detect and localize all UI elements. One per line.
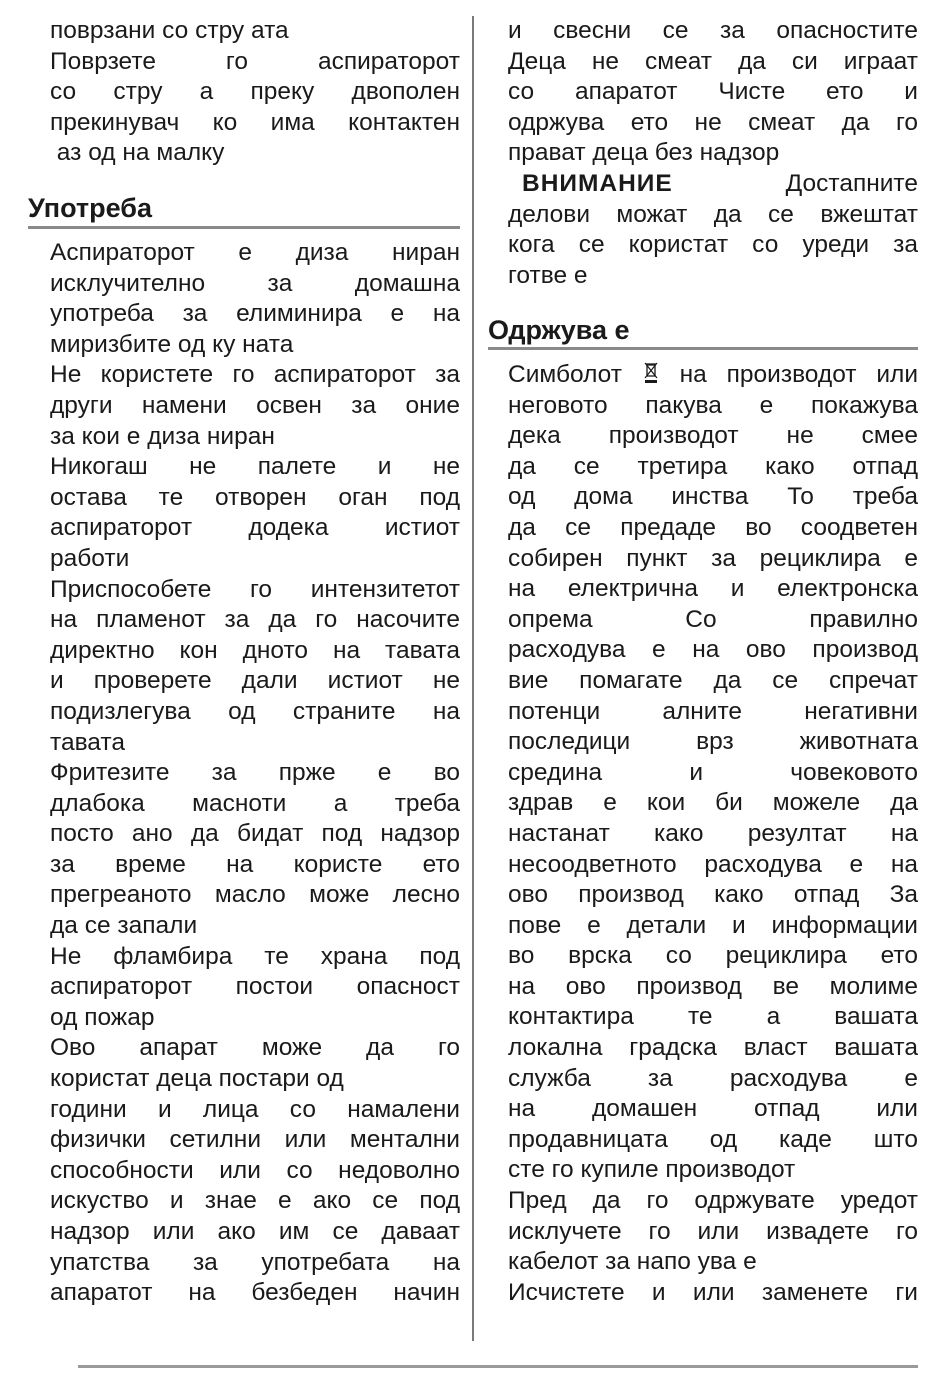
text-line: употреба за елиминира е на <box>50 300 460 328</box>
text-line: кабелот за напо ува е <box>508 1248 757 1276</box>
text-line: Фритезите за прже е во <box>50 759 460 787</box>
text-line: локална градска власт вашата <box>508 1034 918 1062</box>
text-line: способности или со недоволно <box>50 1156 460 1184</box>
text-line: последици врз животната <box>508 728 918 756</box>
text-line: остава те отворен оган под <box>50 483 460 511</box>
text-line: на домашен отпад или <box>508 1095 918 1123</box>
text-line: потенци алните негативни <box>508 697 918 725</box>
section-heading-usage: Употреба <box>28 193 152 223</box>
page-bottom-rule <box>78 1365 918 1368</box>
text-line: Поврзете го аспираторот <box>50 47 460 75</box>
text-line: на електрична и електронска <box>508 575 918 603</box>
crossed-out-wheelie-bin-icon <box>644 360 658 384</box>
warning-line <box>508 169 918 200</box>
text-line: миризбите од ку ната <box>50 330 294 358</box>
text-line: работи <box>50 544 130 572</box>
text-line: аз од на малку <box>50 139 225 167</box>
text-line: Приспособете го интензитетот <box>50 575 460 603</box>
right-top-text <box>508 16 918 291</box>
text-line: прават деца без надзор <box>508 139 780 167</box>
text-line: физички сетилни или ментални <box>50 1126 460 1154</box>
text-line: исклучете го или извадете го <box>508 1217 918 1245</box>
text-line: да се предаде во соодветен <box>508 513 918 541</box>
text-line: подизлегува од страните на <box>50 697 460 725</box>
text-line: дека производот не смее <box>508 422 918 450</box>
symbol-line <box>508 360 918 391</box>
text-line: на пламенот за да го насочите <box>50 606 460 634</box>
text-line: несоодветното расходува е на <box>508 850 918 878</box>
text-line: кога се користат со уреди за <box>508 231 918 259</box>
maintenance-text <box>508 360 918 1308</box>
text-line: вие помагате да се спречат <box>508 666 918 694</box>
text-line: тавата <box>50 728 125 756</box>
usage-text <box>50 238 460 1309</box>
text-line: неговото пакува е покажува <box>508 391 918 419</box>
text-line: од пожар <box>50 1003 155 1031</box>
section-heading-maintenance: Одржува е <box>488 315 630 345</box>
text-line: поврзани со стру ата <box>50 17 289 44</box>
warning-label: ВНИМАНИЕ <box>522 169 673 197</box>
text-line: Не фламбира те храна под <box>50 942 460 970</box>
text-line: и проверете дали истиот не <box>50 667 460 695</box>
column-divider <box>472 16 474 1341</box>
text-line: со стру а преку двополен <box>50 78 460 106</box>
text-line: готве е <box>508 261 588 289</box>
text-line: длабока масноти а треба <box>50 789 460 817</box>
text-line: искуство и знае е ако се под <box>50 1187 460 1215</box>
text-line: прекинувач ко има контактен <box>50 108 460 136</box>
text-line: ово производ како отпад За <box>508 881 918 909</box>
text-line: пове е детали и информации <box>508 911 918 939</box>
text-line: Не користете го аспираторот за <box>50 361 460 389</box>
text-line: делови можат да се вжештат <box>508 200 918 228</box>
text-line: одржува ето не смеат да го <box>508 108 918 136</box>
text-line: Никогаш не палете и не <box>50 453 460 481</box>
text-line: да се запали <box>50 912 198 940</box>
text-line: посто ано да бидат под надзор <box>50 820 460 848</box>
text-line: служба за расходува е <box>508 1064 918 1092</box>
text-line: апаратот на безбеден начин <box>50 1279 460 1307</box>
text-line: здрав е кои би можеле да <box>508 789 918 817</box>
text-line: да се третира како отпад <box>508 452 918 480</box>
text-line: опрема Со правилно <box>508 605 918 633</box>
left-intro <box>50 16 460 169</box>
text-line: исклучително за домашна <box>50 269 460 297</box>
text-line: Деца не смеат да си играат <box>508 47 918 75</box>
text-line: прегреаното масло може лесно <box>50 881 460 909</box>
text-line: Пред да го одржувате уредот <box>508 1187 918 1215</box>
text-line: Ово апарат може да го <box>50 1034 460 1062</box>
text-line: од дома инства То треба <box>508 483 918 511</box>
text-line: други намени освен за оние <box>50 391 460 419</box>
text-line: контактира те а вашата <box>508 1003 918 1031</box>
text-line: настанат како резултат на <box>508 819 918 847</box>
text-line: и свесни се за опасностите <box>508 17 918 44</box>
text-line: средина и човековото <box>508 758 918 786</box>
text-line: Аспираторот е диза ниран <box>50 239 460 266</box>
text-line: аспираторот додека истиот <box>50 514 460 542</box>
heading-underline <box>488 347 918 350</box>
text-line: директно кон дното на тавата <box>50 636 460 664</box>
text-line: со апаратот Чисте ето и <box>508 78 918 106</box>
text-line: аспираторот постои опасност <box>50 973 460 1001</box>
text-line: сте го купиле производот <box>508 1156 796 1184</box>
text-line: за кои е диза ниран <box>50 422 275 450</box>
text-line: надзор или ако им се даваат <box>50 1218 460 1245</box>
text-line: во врска со рециклира ето <box>508 942 918 970</box>
text-line: упатства за употребата на <box>50 1248 460 1276</box>
heading-underline <box>28 226 460 229</box>
text-line: продавницата од каде што <box>508 1125 918 1153</box>
text-line: за време на користе ето <box>50 850 460 878</box>
text-line: користат деца постари од <box>50 1065 344 1093</box>
text-line: Исчистете и или заменете ги <box>508 1278 918 1306</box>
symbol-word: Симболот <box>508 361 622 388</box>
text-line: на ово производ ве молиме <box>508 972 918 1000</box>
symbol-text: на производот или <box>679 361 919 388</box>
text-line: години и лица со намалени <box>50 1095 460 1123</box>
text-line: расходува е на ово производ <box>508 636 918 664</box>
warning-text: Достапните <box>785 169 918 197</box>
text-line: собирен пункт за рециклира е <box>508 544 918 572</box>
